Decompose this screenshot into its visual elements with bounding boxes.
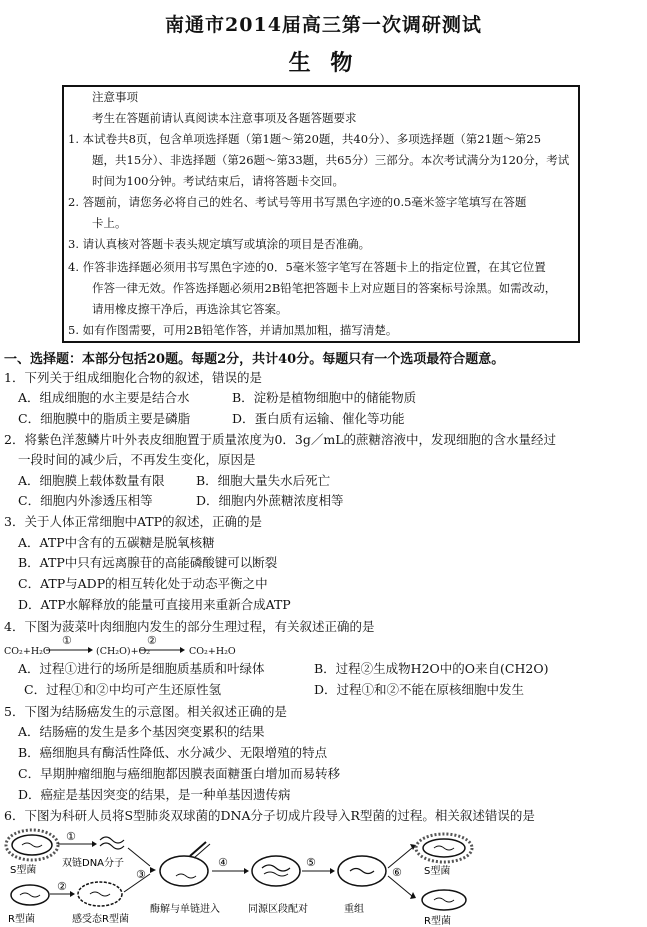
q3-option-c: C．ATP与ADP的相互转化处于动态平衡之中: [18, 576, 268, 591]
q5-option-a: A．结肠癌的发生是多个基因突变累积的结果: [18, 724, 265, 739]
arrow-step-6-down: [388, 876, 412, 896]
dna-label: 双链DNA分子: [62, 858, 125, 869]
eq-step-1: ①: [62, 634, 72, 647]
enzyme-label: 酶解与单链进入: [150, 904, 220, 915]
eq-reactants: CO₂+H₂O: [4, 646, 51, 657]
q5-stem: 5．下图为结肠癌发生的示意图。相关叙述正确的是: [4, 704, 287, 719]
subject-title: 生 物: [288, 50, 359, 76]
step-4-label: ④: [218, 856, 228, 869]
q3-option-b: B．ATP中只有远离腺苷的高能磷酸键可以断裂: [18, 555, 278, 570]
r-cell-label: R型菌: [8, 914, 35, 925]
q4-option-b: B．过程②生成物H2O中的O来自(CH2O): [314, 661, 549, 676]
q2-option-d: D．细胞内外蔗糖浓度相等: [196, 493, 344, 508]
q1-option-c: C．细胞膜中的脂质主要是磷脂: [18, 411, 191, 426]
step-3-label: ③: [136, 868, 146, 881]
notice-line: 2. 答题前，请您务必将自己的姓名、考试号等用书写黑色字迹的0.5毫米签字笔填写在答题: [68, 195, 527, 209]
q1-option-b: B．淀粉是植物细胞中的储能物质: [232, 390, 417, 405]
q4-option-d: D．过程①和②不能在原核细胞中发生: [314, 682, 525, 697]
s-cell-label: S型菌: [10, 865, 37, 876]
eq-arrow-2: [138, 645, 186, 655]
exam-title: 南通市2014届高三第一次调研测试: [165, 14, 482, 36]
q4-option-c: C．过程①和②中均可产生还原性氢: [24, 682, 222, 697]
q2-option-b: B．细胞大量失水后死亡: [196, 473, 331, 488]
recombination-cell-icon: [338, 856, 386, 886]
transformation-diagram: [0, 826, 647, 927]
notice-line: 时间为100分钟。考试结束后，请将答题卡交回。: [92, 174, 344, 188]
r-type-cell-icon: [11, 885, 49, 905]
notice-line: 请用橡皮擦干净后，再选涂其它答案。: [92, 302, 288, 316]
notice-line: 卡上。: [92, 216, 127, 230]
q3-option-a: A．ATP中含有的五碳糖是脱氧核糖: [18, 535, 215, 550]
notice-line: 作答一律无效。作答选择题必须用2B铅笔把答题卡上对应题目的答案标号涂黑。如需改动，: [92, 281, 557, 295]
notice-box: [62, 85, 580, 343]
competent-r-cell-icon: [78, 882, 122, 906]
q1-stem: 1．下列关于组成细胞化合物的叙述，错误的是: [4, 370, 262, 385]
homologous-pairing-cell-icon: [252, 856, 300, 886]
notice-line: 3. 请认真核对答题卡表头规定填写或填涂的项目是否准确。: [68, 237, 371, 251]
q5-option-b: B．癌细胞具有酶活性降低、水分减少、无限增殖的特点: [18, 745, 328, 760]
eq-products: CO₂+H₂O: [189, 646, 236, 657]
result-r-label: R型菌: [424, 916, 451, 927]
result-r-cell-icon: [422, 890, 466, 910]
q2-option-c: C．细胞内外渗透压相等: [18, 493, 153, 508]
section-heading: 一、选择题：本部分包括20题。每题2分，共计40分。每题只有一个选项最符合题意。: [4, 352, 505, 367]
arrow-step-3-head: [150, 867, 156, 873]
pairing-label: 同源区段配对: [248, 904, 308, 915]
arrow-step-2-head: [70, 891, 75, 897]
result-s-cell-icon: [416, 834, 472, 862]
q1-option-d: D．蛋白质有运输、催化等功能: [232, 411, 405, 426]
dna-fragment-icon: [100, 837, 124, 849]
notice-line: 5. 如有作图需要，可用2B铅笔作答，并请加黑加粗，描写清楚。: [68, 323, 398, 337]
step-6-label: ⑥: [392, 866, 402, 879]
competent-label: 感受态R型菌: [72, 914, 129, 925]
result-s-label: S型菌: [424, 866, 451, 877]
q4-stem: 4．下图为菠菜叶肉细胞内发生的部分生理过程，有关叙述正确的是: [4, 619, 375, 634]
q1-option-a: A．组成细胞的水主要是结合水: [18, 390, 190, 405]
q2-option-a: A．细胞膜上载体数量有限: [18, 473, 165, 488]
notice-intro: 考生在答题前请认真阅读本注意事项及各题答题要求: [92, 111, 357, 125]
q2-stem-cont: 一段时间的减少后，不再发生变化，原因是: [18, 452, 256, 467]
arrow-converge-top: [128, 848, 150, 866]
arrow-step-5-head: [330, 868, 335, 874]
arrow-step-1-head: [92, 841, 97, 847]
step-5-label: ⑤: [306, 856, 316, 869]
q3-option-d: D．ATP水解释放的能量可直接用来重新合成ATP: [18, 597, 291, 612]
step-2-label: ②: [57, 880, 67, 893]
eq-step-2: ②: [147, 634, 157, 647]
eq-arrow-1: [44, 645, 94, 655]
notice-line: 题，共15分）、非选择题（第26题～第33题，共65分）三部分。本次考试满分为120分，考试: [92, 153, 570, 167]
q6-stem: 6．下图为科研人员将S型肺炎双球菌的DNA分子切成片段导入R型菌的过程。相关叙述错误的是: [4, 808, 535, 823]
q2-stem: 2．将紫色洋葱鳞片叶外表皮细胞置于质量浓度为0．3g／mL的蔗糖溶液中，发现细胞的含水量经过: [4, 432, 557, 447]
q3-stem: 3．关于人体正常细胞中ATP的叙述，正确的是: [4, 514, 263, 529]
eq-intermediate: (CH₂O)+O₂: [96, 646, 151, 657]
arrow-step-6-up: [388, 848, 412, 868]
s-type-cell-icon: [6, 830, 58, 860]
q5-option-d: D．癌症是基因突变的结果，是一种单基因遗传病: [18, 787, 291, 802]
arrow-step-4-head: [244, 868, 249, 874]
enzyme-entry-cell-icon: [160, 842, 210, 886]
step-1-label: ①: [66, 830, 76, 843]
q4-option-a: A．过程①进行的场所是细胞质基质和叶绿体: [18, 661, 265, 676]
notice-line: 4. 作答非选择题必须用书写黑色字迹的0．5毫米签字笔写在答题卡上的指定位置，在其它位置: [68, 260, 546, 274]
notice-heading: 注意事项: [92, 90, 138, 104]
recombination-label: 重组: [344, 904, 364, 915]
notice-line: 1. 本试卷共8页，包含单项选择题（第1题～第20题，共40分）、多项选择题（第21题～第25: [68, 132, 542, 146]
q5-option-c: C．早期肿瘤细胞与癌细胞都因膜表面糖蛋白增加而易转移: [18, 766, 341, 781]
